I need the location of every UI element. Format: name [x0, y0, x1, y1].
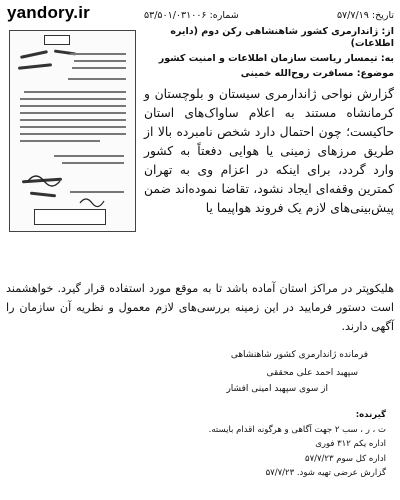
recipient-line: گزارش عرضی تهیه شود. ۵۷/۷/۲۳ — [265, 468, 386, 478]
recipients-label: گیرنده: — [355, 410, 386, 420]
number-value: ۵۳/۵۰۱/۰۳۱۰۰۶ — [144, 10, 207, 21]
signature-title: فرمانده ژاندارمری کشور شاهنشاهی — [230, 350, 368, 360]
letter-body-full: هلیکوپتر در مراکز استان آماده باشد تا به موقع مورد استفاده قرار گیرد. خواهشمند است دستور فرمایید در این زمینه بررسی‌های لازم معمول و نظریه آن سازمان را آگهی دارند. — [6, 282, 394, 333]
subject-line: موضوع: مسافرت روح‌الله خمینی — [240, 68, 394, 79]
date-field — [337, 10, 394, 22]
number-field — [144, 10, 239, 22]
recipient-line: اداره کل سوم ۵۷/۷/۲۳ — [305, 453, 386, 464]
date-label: تاریخ: — [371, 10, 394, 21]
from-line: از: ژاندارمری کشور شاهنشاهی رکن دوم (دایره اطلاعات) — [170, 26, 394, 49]
recipients-block — [206, 408, 386, 481]
scan-signature-strokes — [10, 31, 135, 231]
site-watermark: yandory.ir — [7, 3, 90, 22]
signature-deputy: از سوی سپهبد امینی افشار — [226, 384, 328, 394]
recipient-line: اداره یکم ۳۱۲ فوری — [315, 439, 386, 449]
original-document-scan — [9, 30, 136, 232]
header-meta — [144, 10, 394, 22]
letter-body-narrow: گزارش نواحی ژاندارمری سیستان و بلوچستان و کرمانشاه مستند به اعلام ساواک‌های استان حاکیست؛ چون احتمال دارد شخص نامبرده بالا از طریق مرزهای زمینی یا هوایی دفعتاً به کشور وارد گردد، برای اینکه در اعزام وی به تهران کمترین وقفه‌ای ایجاد نشود، تقاضا نموده‌اند ضمن پیش‌بینی‌های لازم یک فروند هواپیما یا — [144, 87, 394, 215]
number-label: شماره: — [209, 10, 239, 21]
to-line: به: تیمسار ریاست سازمان اطلاعات و امنیت کشور — [158, 53, 394, 64]
recipient-line: ت ، ر ، سب ۲ جهت آگاهی و هرگونه اقدام بایسته. — [208, 424, 386, 435]
date-value: ۵۷/۷/۱۹ — [336, 10, 369, 21]
signature-name: سپهبد احمد علی محققی — [266, 368, 358, 378]
